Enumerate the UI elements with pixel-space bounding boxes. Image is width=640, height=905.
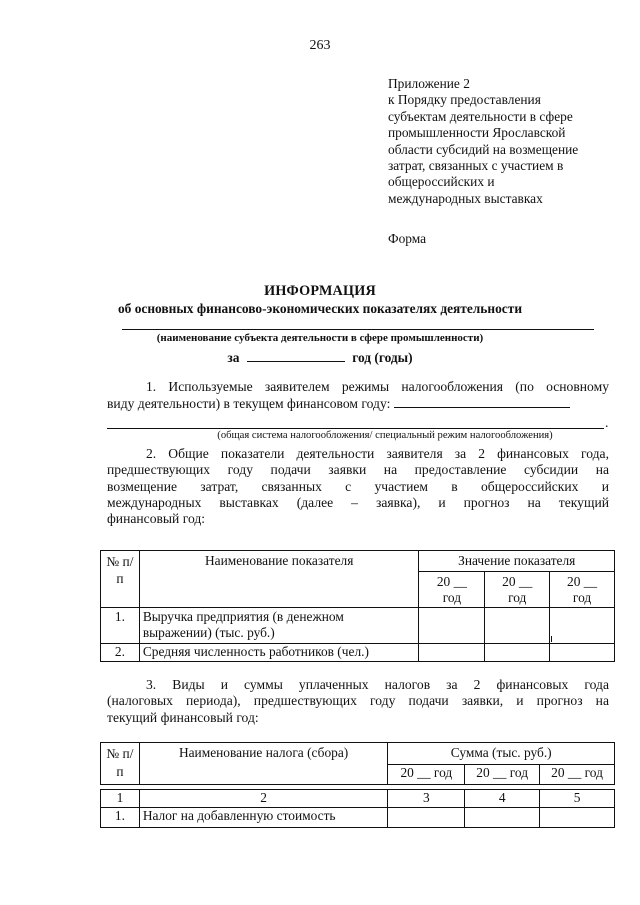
table2-header-name: Наименование налога (сбора) [139,743,388,785]
section-3-line: текущий финансовый год: [107,709,259,725]
table1-year-col: 20 __ год [419,572,485,608]
tax-regime-line [107,428,604,429]
section-2-line: 2. Общие показатели деятельности заявителя за 2 финансовых года, [146,446,609,461]
period-prefix: за [227,350,240,365]
appendix-line: области субсидий на возмещение [388,141,579,157]
appendix-line: промышленности Ярославской [388,125,566,141]
section-1-line: 1. Используемые заявителем режимы налогообложения (по основному [146,379,609,394]
appendix-line: международных выставках [388,190,543,206]
taxes-table [100,742,615,828]
table2-index-cell: 1 [101,790,140,808]
table2-row-name: Налог на добавленную стоимость [139,808,388,828]
section-1-line: виду деятельности) в текущем финансовом году: [107,395,609,412]
table1-header-num: № п/п [101,551,140,608]
table1-header-value: Значение показателя [419,551,615,572]
period-suffix: год (годы) [352,350,413,365]
section-2-line: возмещение затрат, связанных с участием в общероссийских и [107,478,609,494]
table2-index-cell: 2 [139,790,388,808]
table2-header-num: № п/п [101,743,140,785]
table2-index-cell: 3 [388,790,465,808]
table1-year-col: 20 __ год [485,572,550,608]
table2-index-cell: 5 [540,790,615,808]
table1-header-name: Наименование показателя [139,551,419,608]
entity-name-line [122,329,594,330]
appendix-line: затрат, связанных с участием в [388,158,564,174]
section-3-line: (налоговых периода), предшествующих году подачи заявки, и прогноз на [107,693,609,709]
table2-row-num: 1. [101,808,140,828]
table1-cell [485,644,550,662]
section-1 [107,379,609,413]
table2-cell [465,808,540,828]
tax-regime-blank [394,395,570,408]
document-subtitle: об основных финансово-экономических показателях деятельности [117,301,523,316]
section-2-line: международных выставках (далее – заявка), и прогноз на текущий [107,494,609,510]
table1-row-name: Выручка предприятия (в денежном выражении) (тыс. руб.) [139,608,419,644]
table-row [101,808,615,828]
indicators-table [100,550,615,662]
appendix-line: к Порядку предоставления [388,92,541,108]
scan-mark [551,636,552,642]
table1-cell [550,644,615,662]
table1-cell [550,608,615,644]
tax-regime-note: (общая система налогообложения/ специальный режим налогообложения) [217,430,553,441]
table-row [101,608,615,644]
table2-year-col: 20 __ год [388,765,465,785]
table1-row-name: Средняя численность работников (чел.) [139,644,419,662]
form-label: Форма [388,231,427,246]
table-row [101,644,615,662]
table1-row-num: 2. [101,644,140,662]
period-blank [247,348,345,362]
table1-cell [419,608,485,644]
period-line [0,348,640,366]
table2-year-col: 20 __ год [540,765,615,785]
table2-header-sum: Сумма (тыс. руб.) [388,743,615,765]
table2-year-col: 20 __ год [465,765,540,785]
table1-cell [485,608,550,644]
page-number: 263 [309,38,331,53]
table1-year-col: 20 __ год [550,572,615,608]
section-2 [107,446,609,527]
section-3-line: 3. Виды и суммы уплаченных налогов за 2 финансовых года [146,677,609,692]
table2-cell [388,808,465,828]
entity-name-note: (наименование субъекта деятельности в сфере промышленности) [156,332,484,344]
appendix-line: субъектам деятельности в сфере [388,108,573,124]
section-2-line: предшествующих году подачи заявки на предоставление субсидии на [107,462,609,478]
section-2-line: финансовый год: [107,511,206,527]
section-3 [107,677,609,726]
table2-cell [540,808,615,828]
table1-row-num: 1. [101,608,140,644]
appendix-line: общероссийских и [388,174,495,190]
table-row [101,790,615,808]
document-title: ИНФОРМАЦИЯ [264,283,376,299]
table2-index-cell: 4 [465,790,540,808]
appendix-block [388,76,628,207]
appendix-line: Приложение 2 [388,76,470,91]
tax-regime-end-mark: . [605,415,609,430]
table1-cell [419,644,485,662]
